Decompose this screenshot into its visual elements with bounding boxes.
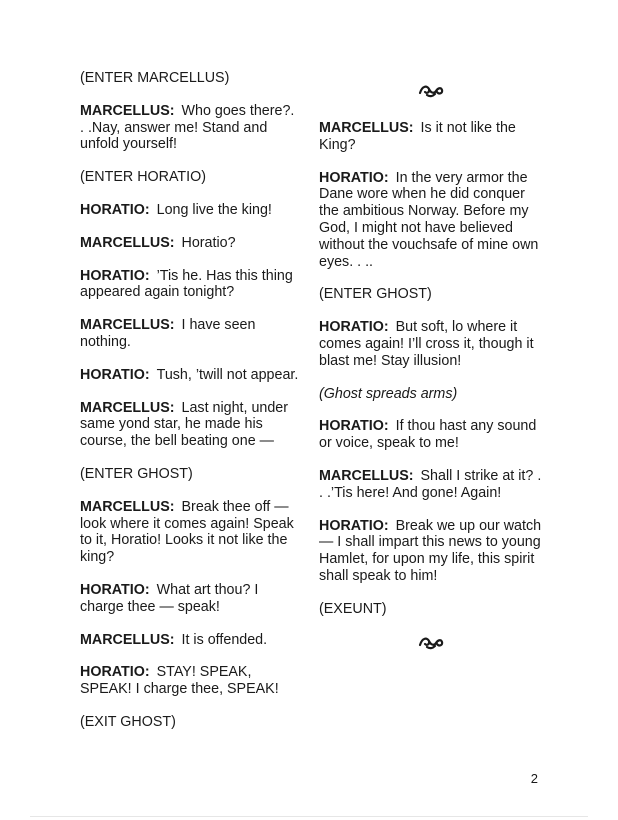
- dialogue-line: [80, 367, 302, 384]
- fleuron-icon: [418, 634, 444, 650]
- dialogue-text: Tush, ’twill not appear.: [156, 366, 299, 383]
- dialogue-line: [80, 499, 302, 566]
- speaker-name: MARCELLUS:: [80, 498, 175, 515]
- dialogue-line: [80, 400, 302, 450]
- dialogue-line: [319, 319, 543, 369]
- dialogue-line: [80, 317, 302, 351]
- stage-direction-text: (ENTER GHOST): [319, 286, 432, 303]
- right-column: [319, 82, 543, 672]
- speaker-name: HORATIO:: [319, 169, 389, 186]
- stage-direction-text: (EXEUNT): [319, 600, 387, 617]
- speaker-name: HORATIO:: [319, 517, 389, 534]
- dialogue-line: [80, 103, 302, 153]
- dialogue-text: Horatio?: [181, 234, 236, 251]
- speaker-name: HORATIO:: [80, 267, 150, 284]
- stage-direction: [319, 601, 543, 618]
- speaker-name: MARCELLUS:: [80, 234, 175, 251]
- footer-divider: [30, 816, 588, 817]
- dialogue-text: In the very armor the Dane wore when he did conquer the ambitious Norway. Before my God, I might not have believed without the vouchsafe of mine own eyes. . ..: [319, 169, 539, 270]
- dialogue-text: What art thou? I charge thee — speak!: [80, 581, 259, 615]
- speaker-name: MARCELLUS:: [319, 120, 414, 136]
- stage-direction: [80, 466, 302, 483]
- stage-action-text: (Ghost spreads arms): [319, 385, 458, 402]
- dialogue-text: I have seen nothing.: [80, 317, 256, 350]
- dialogue-line: [319, 120, 543, 154]
- stage-direction-text: (ENTER MARCELLUS): [80, 70, 230, 86]
- speaker-name: MARCELLUS:: [80, 102, 175, 119]
- speaker-name: MARCELLUS:: [319, 467, 414, 484]
- dialogue-line: [319, 418, 543, 452]
- dialogue-line: [80, 202, 302, 219]
- dialogue-line: [80, 235, 302, 252]
- fleuron-icon: [418, 82, 444, 98]
- stage-direction-text: (EXIT GHOST): [80, 713, 176, 730]
- speaker-name: HORATIO:: [319, 319, 389, 336]
- stage-direction-text: (ENTER HORATIO): [80, 169, 207, 186]
- dialogue-text: Break thee off — look where it comes again! Speak to it, Horatio! Looks it not like the king?: [80, 498, 294, 566]
- stage-direction: [80, 70, 302, 87]
- dialogue-line: [319, 170, 543, 271]
- dialogue-line: [319, 518, 543, 585]
- speaker-name: MARCELLUS:: [80, 399, 175, 416]
- stage-direction: [319, 286, 543, 303]
- dialogue-text: STAY! SPEAK, SPEAK! I charge thee, SPEAK!: [80, 664, 279, 698]
- stage-action: [319, 386, 543, 403]
- speaker-name: HORATIO:: [80, 201, 150, 218]
- speaker-name: MARCELLUS:: [80, 317, 175, 334]
- dialogue-text: Last night, under same yond star, he made his course, the bell beating one —: [80, 399, 289, 450]
- dialogue-line: [80, 664, 302, 698]
- dialogue-text: Break we up our watch — I shall impart this news to young Hamlet, for upon my life, this spirit shall speak to him!: [319, 517, 542, 584]
- speaker-name: HORATIO:: [319, 418, 389, 435]
- dialogue-text: If thou hast any sound or voice, speak to me!: [319, 418, 537, 452]
- dialogue-text: Who goes there?. . .Nay, answer me! Stand and unfold yourself!: [80, 102, 295, 153]
- stage-direction-text: (ENTER GHOST): [80, 465, 193, 482]
- speaker-name: HORATIO:: [80, 366, 150, 383]
- dialogue-text: Shall I strike at it? . . .’Tis here! And gone! Again!: [319, 467, 542, 501]
- speaker-name: HORATIO:: [80, 664, 150, 681]
- dialogue-text: It is offended.: [181, 631, 268, 648]
- dialogue-text: Is it not like the King?: [319, 120, 516, 153]
- dialogue-line: [80, 632, 302, 649]
- section-ornament: [319, 82, 543, 102]
- dialogue-text: But soft, lo where it comes again! I’ll cross it, though it blast me! Stay illusion!: [319, 319, 534, 369]
- dialogue-line: [319, 468, 543, 502]
- dialogue-text: Long live the king!: [156, 201, 272, 218]
- page-number: 2: [530, 771, 538, 786]
- stage-direction: [80, 169, 302, 186]
- stage-direction: [80, 714, 302, 731]
- dialogue-line: [80, 268, 302, 302]
- section-ornament: [319, 634, 543, 654]
- dialogue-line: [80, 582, 302, 616]
- speaker-name: HORATIO:: [80, 581, 150, 598]
- speaker-name: MARCELLUS:: [80, 631, 175, 648]
- dialogue-text: ’Tis he. Has this thing appeared again tonight?: [80, 267, 293, 301]
- left-column: [80, 70, 302, 747]
